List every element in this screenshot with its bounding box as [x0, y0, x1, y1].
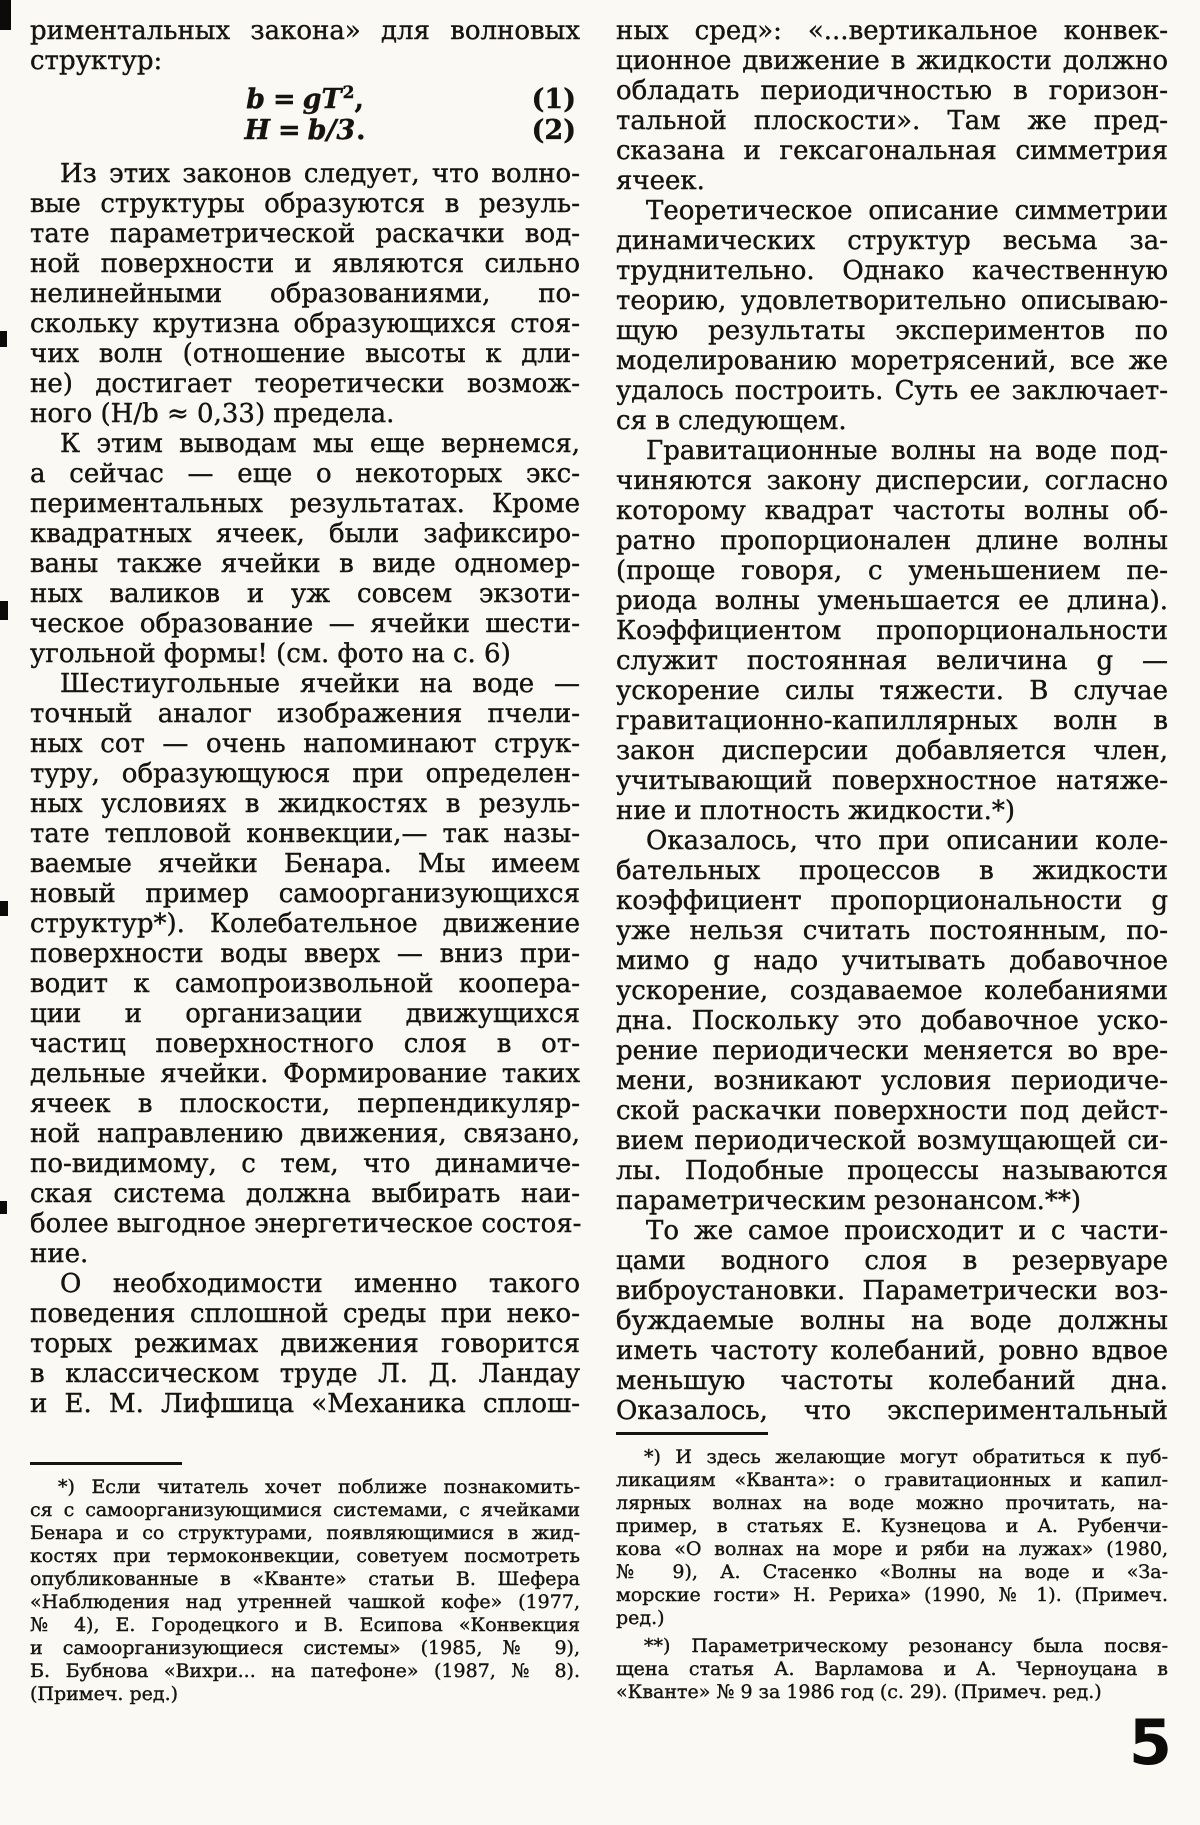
scan-artifact [0, 601, 8, 620]
equation-punctuation: , [354, 84, 364, 115]
paragraph: То же самое происходит и с части- цами водного слоя в резервуаре виброустановки. Параметрически воз- буждаемые волны на воде должны иметь частоту колебаний, ровно вдвое меньшую частоты колебаний дна. Оказалось, что экспериментальный [616, 1216, 1168, 1426]
equation-expression: b/3 [307, 115, 356, 146]
paragraph-continuation: ных сред»: «...вертикальное конвек- ционное движение в жидкости должно обладать периодичностью в горизон- тальной плоскости». Там же пред- сказана и гексагональная симметрия ячеек. [616, 16, 1168, 196]
footnote-rule [616, 1432, 768, 1435]
paragraph-continuation: риментальных закона» для волновых структур: [30, 16, 580, 76]
right-footnote-block [616, 1432, 1168, 1709]
equations [30, 84, 580, 146]
scan-artifact [0, 0, 11, 30]
scan-artifact [0, 331, 7, 347]
equation-number: (1) [531, 84, 576, 115]
equation-2 [30, 115, 580, 146]
paragraph: Оказалось, что при описании коле- бательных процессов в жидкости коэффициент пропорциональности g уже нельзя считать постоянным, по- мимо g надо учитывать добавочное ускорение, создаваемое колебаниями дна. Поскольку это добавочное уско- рение периодически меняется во вре- мени, возникают условия периодиче- ской раскачки поверхности под дейст- вием периодической возмущающей си- лы. Подобные процессы называются параметрическим резонансом.**) [616, 826, 1168, 1216]
left-column [30, 16, 580, 1419]
equation-variable: b [246, 84, 266, 115]
paragraph: Шестиугольные ячейки на воде — точный аналог изображения пчели- ных сот — очень напоминают струк- туру, образующуюся при определен- ных условиях в жидкостях в резуль- тате тепловой конвекции,— так назы- ваемые ячейки Бенара. Мы имеем новый пример самоорганизующихся структур*). Колебательное движение поверхности воды вверх — вниз при- водит к самопроизвольной коопера- ции и организации движущихся частиц поверхностного слоя в от- дельные ячейки. Формирование таких ячеек в плоскости, перпендикуляр- ной направлению движения, связано, по-видимому, с тем, что динамиче- ская система должна выбирать наи- более выгодное энергетическое состоя- ние. [30, 669, 582, 1269]
right-column [616, 16, 1168, 1426]
equals-sign: = [277, 115, 301, 146]
equation-variable: H [244, 115, 270, 146]
equation-punctuation: . [356, 115, 366, 146]
paragraph: Гравитационные волны на воде под- чиняются закону дисперсии, согласно которому квадрат частоты волны об- ратно пропорционален длине волны (проще говоря, с уменьшением пе- риода волны уменьшается ее длина). Коэффициентом пропорциональности служит постоянная величина g — ускорение силы тяжести. В случае гравитационно-капиллярных волн в закон дисперсии добавляется член, учитывающий поверхностное натяже- ние и плотность жидкости.*) [616, 436, 1168, 826]
equals-sign: = [273, 84, 296, 115]
page-number: 5 [1128, 1706, 1172, 1779]
left-footnote-block [30, 1462, 580, 1711]
equation-number: (2) [531, 115, 576, 146]
equation-2-math [244, 115, 365, 146]
paragraph: О необходимости именно такого поведения сплошной среды при неко- торых режимах движения говорится в классическом труде Л. Д. Ландау и Е. М. Лифшица «Механика сплош- [30, 1269, 580, 1419]
equation-expression: gT [302, 84, 342, 115]
footnote-rule [30, 1462, 182, 1465]
footnote: **) Параметрическому резонансу была посвя- щена статья А. Варламова и А. Черноуцана в «Кванте» № 9 за 1986 год (с. 29). (Примеч. ред.) [616, 1635, 1168, 1703]
scan-artifact [0, 1201, 7, 1214]
paragraph: Теоретическое описание симметрии динамических структур весьма за- труднительно. Однако качественную теорию, удовлетворительно описываю- щую результаты экспериментов по моделированию моретрясений, все же удалось построить. Суть ее заключает- ся в следующем. [616, 196, 1168, 436]
paragraph: Из этих законов следует, что волно- вые структуры образуются в резуль- тате параметрической раскачки вод- ной поверхности и являются сильно нелинейными образованиями, по- скольку крутизна образующихся стоя- чих волн (отношение высоты к дли- не) достигает теоретически возмож- ного (H/b ≈ 0,33) предела. [30, 159, 580, 429]
paragraph: К этим выводам мы еще вернемся, а сейчас — еще о некоторых экс- периментальных результатах. Кроме квадратных ячеек, были зафиксиро- ваны также ячейки в виде одномер- ных валиков и уж совсем экзоти- ческое образование — ячейки шести- угольной формы! (см. фото на с. 6) [30, 429, 580, 669]
equation-exponent: 2 [342, 83, 355, 103]
footnote: *) Если читатель хочет поближе познакомить- ся с самоорганизующимися системами, с ячейками Бенара и со структурами, появляющимися в жид- костях при термоконвекции, советуем посмотреть опубликованные в «Кванте» статьи В. Шефера «Наблюдения над утренней чашкой кофе» (1977, № 4), Е. Городецкого и В. Есипова «Конвекция и самоорганизующиеся системы» (1985, № 9), Б. Бубнова «Вихри... на патефоне» (1987, № 8). (Примеч. ред.) [30, 1476, 580, 1705]
equation-1-math [246, 84, 364, 115]
equation-1 [30, 84, 580, 115]
footnote: *) И здесь желающие могут обратиться к пуб- ликациям «Кванта»: о гравитационных и капил- лярных волнах на воде можно прочитать, на- пример, в статьях Е. Кузнецова и А. Рубенчи- кова «О волнах на море и ряби на лужах» (1980, № 9), А. Стасенко «Волны на воде и «За- морские гости» Н. Рериха» (1990, № 1). (Примеч. ред.) [616, 1446, 1168, 1629]
scan-artifact [0, 901, 8, 916]
